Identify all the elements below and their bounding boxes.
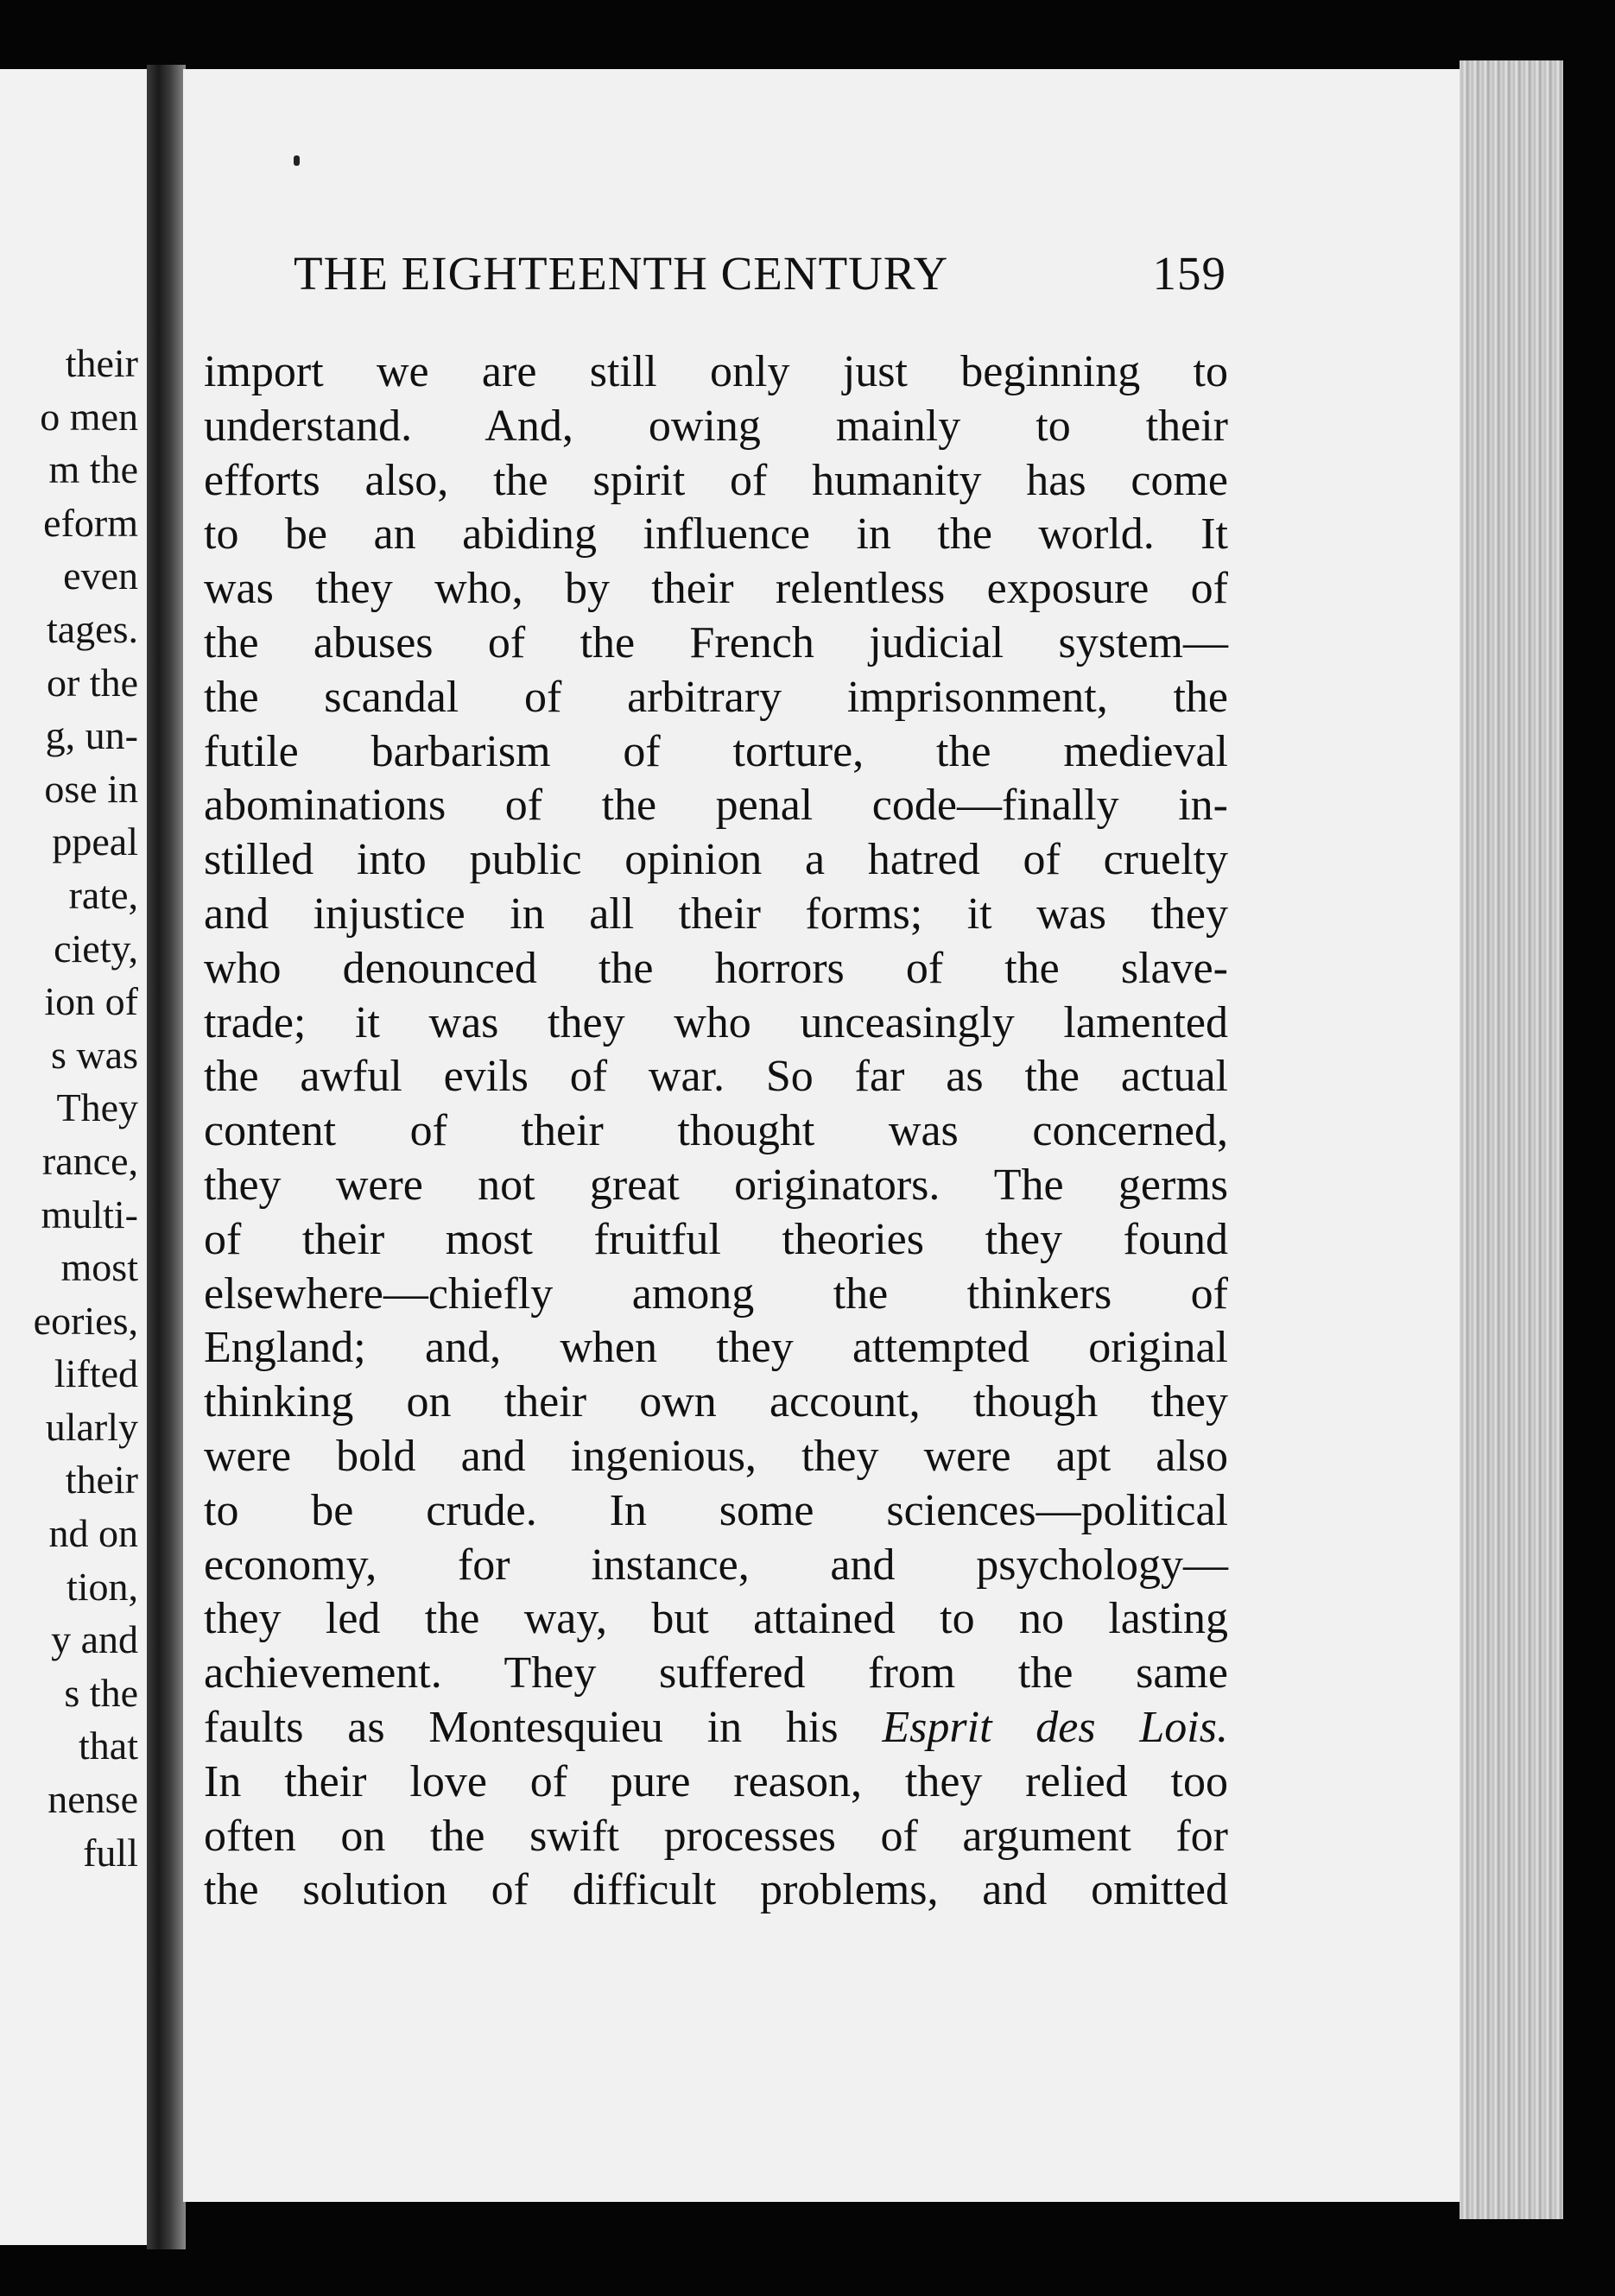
text-line: they led the way, but attained to no lasting [204,1594,1228,1644]
page-number: 159 [1152,247,1226,300]
book-gutter [147,65,186,2249]
facing-page-line: full [83,1830,138,1875]
text-line: In their love of pure reason, they relied too [204,1756,1228,1806]
facing-page-line: or the [46,660,138,705]
text-line: were bold and ingenious, they were apt also [204,1431,1228,1481]
facing-page-line: tion, [66,1564,138,1609]
facing-page-line: ose in [44,766,138,811]
text-line: often on the swift processes of argument for [204,1811,1228,1861]
text-line: to be an abiding influence in the world. It [204,509,1228,560]
text-line: England; and, when they attempted original [204,1323,1228,1373]
text-line: to be crude. In some sciences—political [204,1485,1228,1535]
text-line: achievement. They suffered from the same [204,1648,1228,1698]
text-line: of their most fruitful theories they found [204,1214,1228,1264]
facing-page-line: their [65,341,138,385]
facing-page-line: ciety, [54,926,138,971]
facing-page-line: y and [51,1617,138,1662]
facing-page-line: tages. [46,606,138,651]
text-line: and injustice in all their forms; it was they [204,889,1228,939]
italic-book-title: Esprit des Lois. [882,1702,1228,1752]
facing-page-line: s the [64,1670,138,1715]
facing-page-line: lifted [54,1351,138,1396]
ink-speck [294,155,300,166]
text-line: was they who, by their relentless exposure of [204,564,1228,614]
facing-page-line: g, un- [45,713,138,758]
facing-page-line: multi- [41,1192,138,1237]
facing-page-line: ularly [45,1404,138,1449]
facing-page-line: their [65,1458,138,1502]
facing-page-line: nd on [48,1511,138,1556]
text-line: stilled into public opinion a hatred of cruelty [204,835,1228,885]
text-line: futile barbarism of torture, the medieval [204,726,1228,776]
text-line-start: faults as Montesquieu in his [204,1702,839,1752]
text-line: abominations of the penal code—finally in- [204,781,1228,831]
text-line: content of their thought was concerned, [204,1106,1228,1156]
facing-page-line: ion of [44,979,138,1024]
text-line: who denounced the horrors of the slave- [204,943,1228,993]
facing-page-line: They [56,1085,138,1130]
text-line: thinking on their own account, though they [204,1377,1228,1427]
facing-page-line: m the [48,447,138,492]
facing-page-line: most [60,1245,138,1290]
text-line: the scandal of arbitrary imprisonment, the [204,672,1228,722]
facing-page-line: nense [48,1777,138,1822]
text-line: import we are still only just beginning to [204,347,1228,396]
facing-page-line: eform [43,500,138,545]
facing-page-line: o men [40,394,138,439]
text-line: trade; it was they who unceasingly lamented [204,997,1228,1047]
text-line: they were not great originators. The germs [204,1160,1228,1210]
facing-page [0,69,154,2245]
facing-page-line: eories, [33,1298,138,1343]
text-line: the awful evils of war. So far as the actual [204,1052,1228,1102]
facing-page-text [34,337,138,1879]
text-line: efforts also, the spirit of humanity has come [204,455,1228,505]
page-edge [1460,60,1563,2219]
text-line: elsewhere—chiefly among the thinkers of [204,1268,1228,1319]
running-title: THE EIGHTEENTH CENTURY [294,247,949,300]
facing-page-line: that [79,1724,138,1768]
text-line: the abuses of the French judicial system— [204,617,1228,667]
text-line: the solution of difficult problems, and omitted [204,1865,1228,1915]
text-line: understand. And, owing mainly to their [204,401,1228,451]
page-body [204,345,1228,1918]
facing-page-line: even [63,553,138,598]
text-line: economy, for instance, and psychology— [204,1540,1228,1590]
text-line [204,1701,1228,1755]
facing-page-line: rance, [41,1138,138,1183]
facing-page-line: rate, [68,872,138,917]
facing-page-line: s was [51,1032,138,1077]
facing-page-line: ppeal [52,819,138,864]
